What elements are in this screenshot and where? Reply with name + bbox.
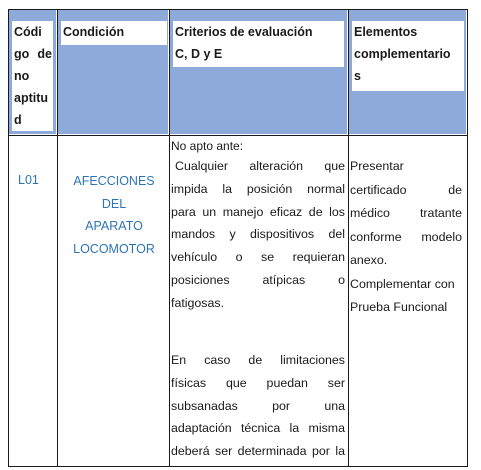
criteria-line: para un manejo eficaz de los bbox=[171, 204, 345, 219]
elements-line: Complementar con bbox=[350, 276, 455, 291]
header-code-line: Códi bbox=[14, 25, 42, 39]
table-border-top bbox=[8, 9, 468, 10]
header-code-line: d bbox=[14, 113, 22, 127]
condition-line: AFECCIONES bbox=[73, 174, 155, 188]
elements-line: médico tratante bbox=[350, 206, 462, 220]
condition-name bbox=[60, 170, 168, 260]
elements-line: Prueba Funcional bbox=[350, 300, 448, 314]
condition-line: LOCOMOTOR bbox=[73, 241, 155, 256]
elements-line: anexo. bbox=[350, 253, 388, 267]
table-border-right bbox=[467, 9, 468, 467]
table-header-divider bbox=[8, 135, 468, 136]
column-divider-1 bbox=[57, 9, 58, 467]
column-divider-2 bbox=[169, 9, 170, 467]
criteria-title: No apto ante: bbox=[171, 139, 244, 153]
criteria-line: En caso de limitaciones bbox=[171, 353, 345, 367]
criteria-paragraph-1 bbox=[171, 155, 345, 315]
header-elements-label: Elementos bbox=[354, 25, 418, 39]
header-elements-label-2: complementario bbox=[354, 47, 451, 61]
table-border-left bbox=[8, 9, 9, 467]
criteria-line: adaptación técnica la misma bbox=[171, 421, 345, 436]
elements-line: Presentar bbox=[350, 159, 404, 173]
aptitude-code: L01 bbox=[18, 173, 39, 187]
criteria-line: deberá ser determinada por la bbox=[171, 444, 345, 459]
criteria-line: impida la posición normal bbox=[171, 181, 345, 196]
criteria-line: vehículo o se requieran bbox=[171, 250, 345, 265]
header-condition-label: Condición bbox=[63, 25, 125, 39]
condition-line: APARATO bbox=[85, 219, 143, 233]
elements-line: conforme modelo bbox=[350, 229, 462, 244]
criteria-line: subsanadas por una bbox=[171, 398, 345, 413]
elements-line: certificado de bbox=[350, 182, 462, 197]
condition-line: DEL bbox=[101, 196, 127, 211]
header-code-line: no bbox=[14, 69, 30, 83]
table-border-bottom bbox=[8, 466, 468, 467]
criteria-line: físicas que puedan ser bbox=[171, 375, 345, 390]
header-code-line: go de bbox=[14, 47, 52, 61]
criteria-line: posiciones atípicas o bbox=[171, 272, 345, 287]
criteria-line: Cualquier alteración que bbox=[175, 159, 345, 173]
header-criteria-label: Criterios de evaluación bbox=[175, 25, 313, 39]
header-criteria-sub-label: C, D y E bbox=[175, 47, 223, 61]
header-elements-label-3: s bbox=[354, 69, 361, 83]
criteria-paragraph-2 bbox=[171, 349, 345, 463]
criteria-line: fatigosas. bbox=[171, 295, 225, 310]
complementary-elements bbox=[350, 155, 462, 320]
criteria-line: mandos y dispositivos del bbox=[171, 227, 345, 242]
header-code-line: aptitu bbox=[14, 91, 49, 105]
column-divider-3 bbox=[348, 9, 349, 467]
